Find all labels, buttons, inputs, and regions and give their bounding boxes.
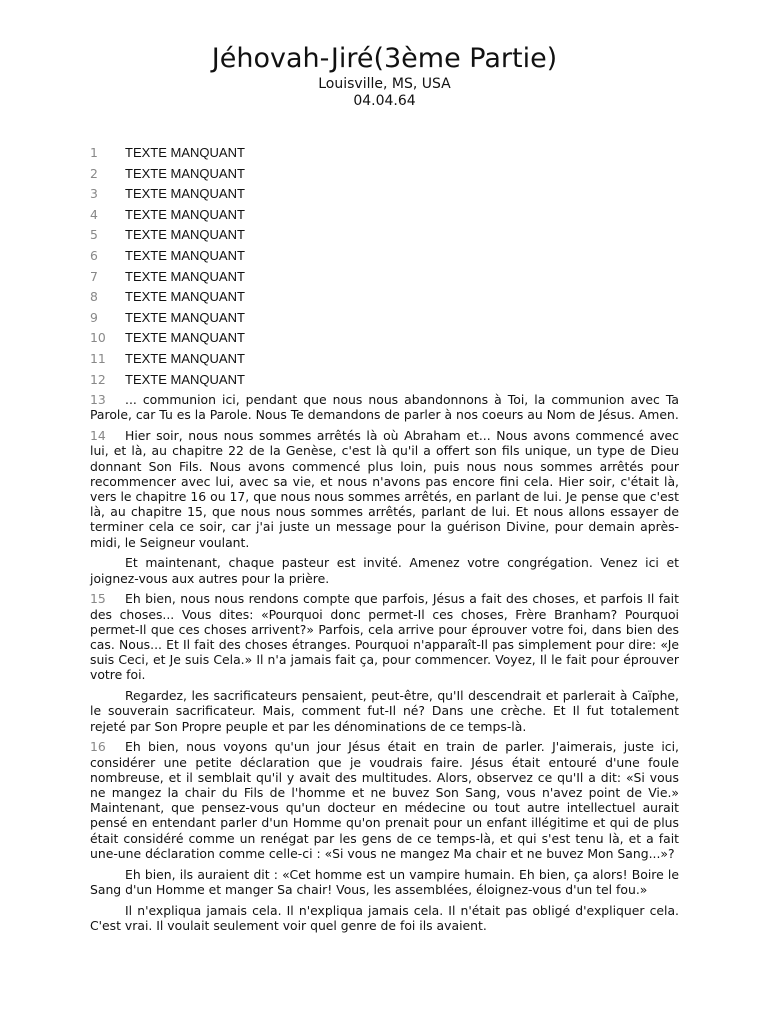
paragraph-number: 16 <box>90 739 106 755</box>
paragraph-number: 4 <box>90 206 98 222</box>
missing-paragraph-3 <box>90 186 679 207</box>
paragraph-number: 1 <box>90 145 98 160</box>
sermon-title: Jéhovah-Jiré(3ème Partie) <box>211 43 558 74</box>
paragraph-number: 12 <box>90 371 106 387</box>
missing-paragraph-5 <box>90 227 679 248</box>
paragraph-number: 6 <box>90 247 98 263</box>
missing-paragraph-7 <box>90 269 679 290</box>
sermon-location: Louisville, MS, USA <box>318 76 451 92</box>
missing-paragraph-12 <box>90 372 679 393</box>
paragraph-continuation <box>90 688 679 734</box>
paragraph-number: 15 <box>90 591 106 607</box>
sermon-body <box>90 145 679 933</box>
paragraph-number: 11 <box>90 350 106 366</box>
paragraph-text: TEXTE MANQUANT <box>125 206 245 222</box>
paragraph-text: TEXTE MANQUANT <box>125 350 245 366</box>
paragraph-number: 3 <box>90 186 98 202</box>
paragraph-number: 13 <box>90 392 106 408</box>
paragraph-text: TEXTE MANQUANT <box>125 165 245 181</box>
missing-paragraph-2 <box>90 166 679 187</box>
paragraph-text: TEXTE MANQUANT <box>125 330 245 346</box>
paragraph-number: 10 <box>90 330 106 346</box>
paragraph-text: TEXTE MANQUANT <box>125 186 245 202</box>
missing-paragraph-10 <box>90 330 679 351</box>
paragraph-text: Eh bien, ils auraient dit : «Cet homme est un vampire humain. Eh bien, ça alors! Boire le Sang d'un Homme et manger Sa chair! Vous, les assemblées, éloignez-vous d'un tel fou.» <box>90 866 679 897</box>
paragraph-number: 2 <box>90 165 98 181</box>
sermon-date: 04.04.64 <box>353 93 416 109</box>
paragraph-number: 9 <box>90 309 98 325</box>
paragraph-continuation <box>90 903 679 933</box>
paragraph-text: Eh bien, nous voyons qu'un jour Jésus était en train de parler. J'aimerais, juste ici, considérer une petite déclaration que je voudrais faire. Jésus était entouré d'une foule nombreuse, et il semblait qu'il y avait des multitudes. Alors, observez ce qu'Il a dit: «Si vous ne mangez la chair du Fils de l'homme et ne buvez Son Sang, vous n'avez point de Vie.» Maintenant, que pensez-vous qu'un docteur en médecine ou tout autre intellectuel aurait pensé en entendant parler d'un Homme qu'on prenait pour un enfant illégitime et qui de plus était considéré comme un renégat par les gens de ce temps-là, et qui s'est tenu là, et a fait une-une déclaration comme celle-ci : «Si vous ne mangez Ma chair et ne buvez Mon Sang...»? <box>90 739 679 861</box>
missing-paragraph-1 <box>90 145 679 166</box>
paragraph-text: TEXTE MANQUANT <box>125 145 245 160</box>
paragraph-text: ... communion ici, pendant que nous nous abandonnons à Toi, la communion avec Ta Parole, car Tu es la Parole. Nous Te demandons de parler à nos coeurs au Nom de Jésus. Amen. <box>90 392 679 423</box>
paragraph-text: TEXTE MANQUANT <box>125 268 245 284</box>
paragraph-continuation <box>90 555 679 585</box>
paragraph-number: 14 <box>90 428 106 444</box>
paragraph-number: 5 <box>90 227 98 243</box>
document-page <box>90 42 679 939</box>
missing-paragraph-9 <box>90 310 679 331</box>
paragraph-text: TEXTE MANQUANT <box>125 371 245 387</box>
paragraph-15 <box>90 591 679 682</box>
paragraph-text: TEXTE MANQUANT <box>125 309 245 325</box>
paragraph-text: TEXTE MANQUANT <box>125 227 245 243</box>
paragraph-number: 7 <box>90 268 98 284</box>
paragraph-16 <box>90 739 679 861</box>
paragraph-number: 8 <box>90 289 98 305</box>
paragraph-text: Hier soir, nous nous sommes arrêtés là où Abraham et... Nous avons commencé avec lui, et là, au chapitre 22 de la Genèse, c'est là qu'il a offert son fils unique, un type de Dieu donnant Son Fils. Nous avons commencé plus loin, puis nous nous sommes arrêtés pour recommencer avec lui, avec sa vie, et nous n'avons pas encore fini cela. Hier soir, c'était là, vers le chapitre 16 ou 17, que nous nous sommes arrêtés, en parlant de lui. Je pense que c'est là, au chapitre 15, que nous nous sommes arrêtés, parlant de lui. Et nous allons essayer de terminer cela ce soir, car j'ai juste un message pour la guérison Divine, pour demain après-midi, le Seigneur voulant. <box>90 428 679 550</box>
missing-paragraph-4 <box>90 207 679 228</box>
paragraph-text: Et maintenant, chaque pasteur est invité. Amenez votre congrégation. Venez ici et joignez-vous aux autres pour la prière. <box>90 555 679 586</box>
paragraph-text: Regardez, les sacrificateurs pensaient, peut-être, qu'Il descendrait et parlerait à Caïphe, le souverain sacrificateur. Mais, comment fut-Il né? Dans une crèche. Et Il fut totalement rejeté par Son Propre peuple et par les dénominations de ce temps-là. <box>90 688 679 734</box>
document-header <box>90 42 679 110</box>
paragraph-continuation <box>90 867 679 897</box>
paragraph-text: TEXTE MANQUANT <box>125 289 245 305</box>
paragraph-13 <box>90 392 679 422</box>
paragraph-text: Il n'expliqua jamais cela. Il n'expliqua jamais cela. Il n'était pas obligé d'expliquer cela. C'est vrai. Il voulait seulement voir quel genre de foi ils avaient. <box>90 902 679 933</box>
missing-paragraph-6 <box>90 248 679 269</box>
paragraph-text: TEXTE MANQUANT <box>125 247 245 263</box>
missing-paragraph-11 <box>90 351 679 372</box>
paragraph-text: Eh bien, nous nous rendons compte que parfois, Jésus a fait des choses, et parfois Il fait des choses... Vous dites: «Pourquoi donc permet-Il ces choses, Frère Branham? Pourquoi permet-Il que ces choses arrivent?» Parfois, cela arrive pour éprouver votre foi, dans bien des cas. Nous... Et Il fait des choses étranges. Pourquoi n'apparaît-Il pas simplement pour dire: «Je suis Ceci, et Je suis Cela.» Il n'a jamais fait ça, pour commencer. Voyez, Il le fait pour éprouver votre foi. <box>90 591 679 683</box>
missing-paragraph-8 <box>90 289 679 310</box>
paragraph-14 <box>90 428 679 550</box>
